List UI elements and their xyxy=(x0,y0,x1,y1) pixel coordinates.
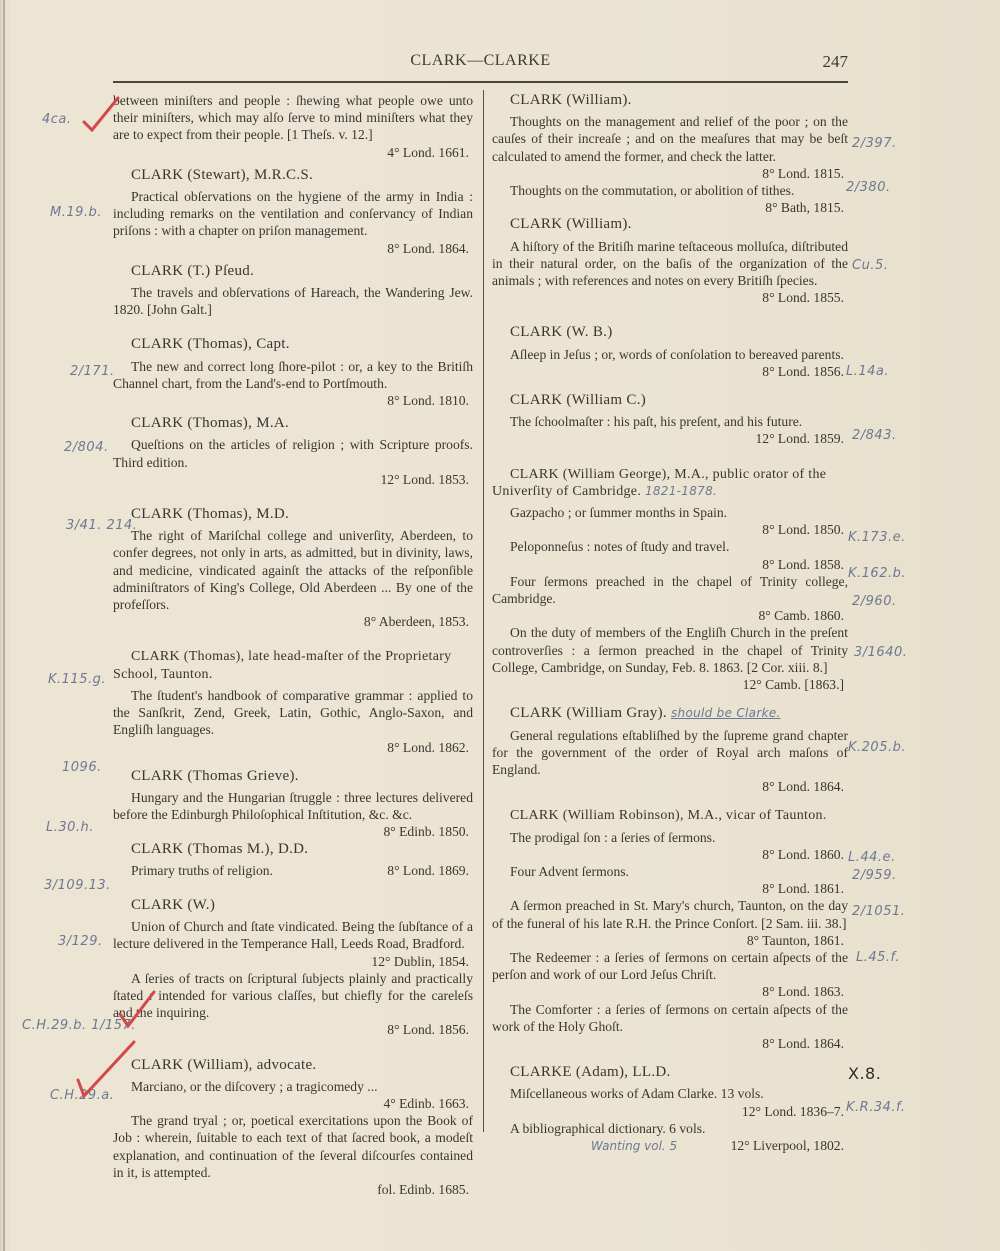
entry-clark-wb xyxy=(492,324,848,380)
entry-imprint: 8° Lond. 1869. xyxy=(387,862,469,878)
entry-title-row xyxy=(113,862,473,879)
pencil-annotation: 1821-1878. xyxy=(644,483,718,498)
entry-title: The prodigal ſon : a ſeries of ſermons. xyxy=(510,829,716,845)
entry-title: The right of Mariſchal college and univerſity, Aberdeen, to confer degrees, not only in arts, as admitted, but in divinity, laws, and medicine, vindicated againſt the attacks of the reſponſible adminiſtrators of King's College, Old Aberdeen ... By one of the profeſſors. xyxy=(113,528,473,613)
entry-imprint: 8° Bath, 1815. xyxy=(765,200,844,216)
entry-heading: CLARK (Thomas), late head-maſter of the Proprietary School, Taunton. xyxy=(113,649,452,682)
entry-title: Four ſermons preached in the chapel of Trinity college, Cambridge. xyxy=(492,573,848,607)
entry-title: The new and correct long ſhore-pilot : or, a key to the Britiſh Channel chart, from the Land's-end to Portſmouth. xyxy=(113,358,473,391)
entry-clark-william-c xyxy=(492,392,848,448)
entry-imprint: 12° Camb. [1863.] xyxy=(742,677,844,693)
entry-imprint-row xyxy=(492,1137,848,1155)
entry-imprint: 12° Liverpool, 1802. xyxy=(730,1137,844,1153)
entry-title: The Comforter : a ſeries of ſermons on certain aſpects of the work of the Holy Ghoſt. xyxy=(492,1001,848,1034)
entry-heading: CLARK (W. B.) xyxy=(510,324,613,341)
entry-clark-thomas-m xyxy=(113,841,473,879)
entry-imprint: 8° Lond. 1861. xyxy=(762,881,844,897)
shelfmark: C.H.29.b. 1/157. xyxy=(22,1018,136,1033)
shelfmark: 2/1051. xyxy=(852,904,906,919)
entry-imprint: 8° Lond. 1856. xyxy=(387,1022,469,1038)
shelfmark: K.115.g. xyxy=(48,672,106,687)
entry-heading: CLARK (Thomas), M.D. xyxy=(131,506,290,523)
header-rule xyxy=(113,81,848,83)
entry-clark-thomas-grieve xyxy=(113,768,473,841)
entry-clark-william-george xyxy=(492,466,848,694)
left-column xyxy=(113,92,473,1198)
entry-imprint: 8° Edinb. 1850. xyxy=(383,824,469,840)
shelfmark: K.162.b. xyxy=(848,566,906,581)
entry-imprint: 8° Lond. 1815. xyxy=(762,165,844,181)
shelfmark: 2/397. xyxy=(852,136,897,151)
red-check-mark-icon xyxy=(76,1040,136,1100)
entry-title: Peloponneſus : notes of ſtudy and travel. xyxy=(510,539,730,555)
entry-heading: CLARK (William), advocate. xyxy=(131,1056,317,1073)
entry-title: Hungary and the Hungarian ſtruggle : three lectures delivered before the Edinburgh Philoſophical Inſtitution, &c. &c. xyxy=(113,789,473,823)
entry-imprint: 8° Taunton, 1861. xyxy=(746,932,844,948)
entry-clark-w xyxy=(113,897,473,1039)
entry-heading: CLARK (William Robinson), M.A., vicar of Taunton. xyxy=(510,808,827,824)
entry-heading: CLARK (Thomas), M.A. xyxy=(131,415,290,432)
entry-title: The travels and obſervations of Hareach, the Wandering Jew. 1820. [John Galt.] xyxy=(113,285,473,318)
entry-heading: CLARK (Thomas Grieve). xyxy=(131,767,299,784)
entry-title: A hiſtory of the Britiſh marine teſtaceous molluſca, diſtributed in their natural order, on the baſis of the organization of the animals ; with references and notes on every Britiſh ſpecies. xyxy=(492,238,848,289)
entry-heading: CLARK (William C.) xyxy=(510,392,647,409)
entry-imprint: 8° Lond. 1862. xyxy=(387,739,469,755)
entry-heading: CLARK (Stewart), M.R.C.S. xyxy=(131,166,314,183)
entry-imprint: 12° Lond. 1836–7. xyxy=(741,1103,844,1119)
entry-imprint: 8° Lond. 1860. xyxy=(762,846,844,862)
entry-title: Aſleep in Jeſus ; or, words of conſolation to bereaved parents. xyxy=(510,346,844,362)
entry-title: The grand tryal ; or, poetical exercitations upon the Book of Job : wherein, ſuitable to each text of that ſacred book, a modeſt explanation, and continuation of the ſeveral diſcourſes contained in it, is attempted. xyxy=(113,1113,473,1180)
shelfmark: K.R.34.f. xyxy=(846,1100,906,1115)
shelfmark: 2/960. xyxy=(852,594,897,609)
shelfmark: 2/843. xyxy=(852,428,897,443)
entry-heading xyxy=(492,466,848,500)
shelfmark: 3/1640. xyxy=(854,645,908,660)
shelfmark: 2/804. xyxy=(64,440,109,455)
entry-title: A ſermon preached in St. Mary's church, Taunton, on the day of the funeral of his late R.H. the Prince Conſort. [2 Sam. iii. 38.] xyxy=(492,898,848,931)
running-head xyxy=(113,52,848,76)
shelfmark: K.205.b. xyxy=(848,740,906,755)
entry-heading: CLARK (Thomas M.), D.D. xyxy=(131,840,309,857)
entry-title: Queſtions on the articles of religion ; with Scripture proofs. Third edition. xyxy=(113,437,473,470)
entry-clark-william-1 xyxy=(492,92,848,216)
pencil-annotation: Wanting vol. 5 xyxy=(590,1138,678,1153)
entry-imprint: 8° Lond. 1855. xyxy=(762,290,844,306)
shelfmark: X.8. xyxy=(848,1064,882,1083)
entry-imprint: 8° Camb. 1860. xyxy=(758,608,844,624)
entry-imprint: 8° Lond. 1864. xyxy=(762,779,844,795)
entry-heading: CLARK (W.) xyxy=(131,896,216,913)
red-check-mark-icon xyxy=(82,96,122,136)
entry-heading: CLARK (William). xyxy=(510,216,632,233)
shelfmark: 3/109.13. xyxy=(44,878,111,893)
entry-heading: CLARK (Thomas), Capt. xyxy=(131,336,290,353)
entry-title: between miniſters and people : ſhewing what people owe unto their miniſters, which may alſo ſerve to mind miniſters what they are to expect from their people. [1 Theſs. v. 12.] xyxy=(113,93,473,143)
entry-title: Primary truths of religion. xyxy=(131,862,273,878)
entry-clarke-adam xyxy=(492,1064,848,1155)
pencil-annotation: should be Clarke. xyxy=(670,706,781,721)
shelfmark: L.30.h. xyxy=(46,820,94,835)
shelfmark: 2/959. xyxy=(852,868,897,883)
entry-title: Thoughts on the management and relief of the poor ; on the cauſes of their increaſe ; and on the meaſures that may be beſt calculated to amend the former, and check the latter. xyxy=(492,114,848,164)
shelfmark: Cu.5. xyxy=(852,258,889,273)
entry-imprint: 4° Lond. 1661. xyxy=(387,144,469,160)
entry-clark-stewart xyxy=(113,167,473,257)
entry-clark-william-robinson xyxy=(492,807,848,1052)
entry-imprint: 8° Lond. 1858. xyxy=(762,556,844,572)
entry-continuation xyxy=(113,92,473,161)
entry-imprint: 8° Lond. 1864. xyxy=(762,1035,844,1051)
shelfmark: 2/171. xyxy=(70,364,115,379)
entry-clark-thomas-ma xyxy=(113,415,473,488)
page-spine-edge xyxy=(3,0,5,1251)
shelfmark: L.45.f. xyxy=(856,950,901,965)
entry-title: Marciano, or the diſcovery ; a tragicomedy ... xyxy=(131,1078,378,1094)
heading-text: CLARK (William Gray). xyxy=(510,705,667,722)
shelfmark: 3/41. 214. xyxy=(66,518,138,533)
heading-text: CLARK (William George), M.A., public orator of the Univerſity of Cambridge. xyxy=(492,466,827,499)
entry-clark-william-advocate xyxy=(113,1057,473,1199)
entry-imprint: 12° Lond. 1853. xyxy=(380,471,469,487)
entry-imprint: 8° Lond. 1850. xyxy=(762,522,844,538)
entry-title: Practical obſervations on the hygiene of the army in India : including remarks on the ventilation and conſervancy of Indian priſons : with a chapter on priſon management. xyxy=(113,189,473,239)
entry-imprint: 12° Lond. 1859. xyxy=(755,431,844,447)
shelfmark: 2/380. xyxy=(846,180,891,195)
entry-title: A bibliographical dictionary. 6 vols. xyxy=(510,1120,706,1136)
entry-clark-thomas-taunton xyxy=(113,648,473,755)
shelfmark: L.14a. xyxy=(846,364,890,379)
entry-title: Gazpacho ; or ſummer months in Spain. xyxy=(510,505,728,521)
entry-title: General regulations eſtabliſhed by the ſupreme grand chapter for the government of the order of Royal arch maſons of England. xyxy=(492,727,848,777)
entry-title: Union of Church and ſtate vindicated. Being the ſubſtance of a lecture delivered in the Temperance Hall, Leeds Road, Bradford. xyxy=(113,919,473,952)
entry-title: Miſcellaneous works of Adam Clarke. 13 vols. xyxy=(510,1086,764,1102)
entry-title: The Redeemer : a ſeries of ſermons on certain aſpects of the perſon and work of our Lord Jeſus Chriſt. xyxy=(492,949,848,983)
shelfmark: C.H.29.a. xyxy=(50,1088,115,1103)
entry-clark-t xyxy=(113,263,473,319)
entry-imprint: 8° Aberdeen, 1853. xyxy=(363,614,469,630)
entry-heading: CLARK (William). xyxy=(510,92,632,108)
entry-heading: CLARKE (Adam), LL.D. xyxy=(510,1064,671,1081)
column-divider xyxy=(483,90,484,1132)
entry-clark-thomas-md xyxy=(113,506,473,630)
shelfmark: 1096. xyxy=(62,760,102,775)
entry-heading: CLARK (T.) Pſeud. xyxy=(131,262,255,279)
entry-clark-thomas-capt xyxy=(113,336,473,409)
red-check-mark-icon xyxy=(118,990,158,1030)
entry-title: The ſtudent's handbook of comparative grammar : applied to the Sanſkrit, Zend, Greek, Latin, Gothic, Anglo-Saxon, and Engliſh languages. xyxy=(113,687,473,738)
entry-title: Four Advent ſermons. xyxy=(510,863,629,879)
shelfmark: L.44.e. xyxy=(848,850,896,865)
entry-imprint: 8° Lond. 1810. xyxy=(387,393,469,409)
right-column xyxy=(492,92,848,1155)
entry-clark-william-2 xyxy=(492,216,848,306)
entry-imprint: 8° Lond. 1863. xyxy=(762,984,844,1000)
entry-imprint: 4° Edinb. 1663. xyxy=(383,1095,469,1111)
entry-imprint: 8° Lond. 1856. xyxy=(762,363,844,379)
entry-imprint: fol. Edinb. 1685. xyxy=(377,1181,469,1197)
entry-title: On the duty of members of the Engliſh Church in the preſent controverſies : a ſermon preached in the chapel of Trinity College, Cambridge, on Sunday, Feb. 8. 1863. [2 Cor. xiii. 8.] xyxy=(492,625,848,675)
entry-title: The ſchoolmaſter : his paſt, his preſent, and his future. xyxy=(510,414,803,430)
shelfmark: 4ca. xyxy=(42,112,72,127)
shelfmark: K.173.e. xyxy=(848,530,906,545)
page-number: 247 xyxy=(822,52,848,71)
entry-imprint: 8° Lond. 1864. xyxy=(387,240,469,256)
entry-heading xyxy=(492,705,848,722)
entry-title: A ſeries of tracts on ſcriptural ſubjects plainly and practically ſtated : intended for various claſſes, but chiefly for the careleſs and the inquiring. xyxy=(113,970,473,1021)
shelfmark: M.19.b. xyxy=(50,205,102,220)
running-head-title: CLARK—CLARKE xyxy=(410,52,551,69)
entry-title: Thoughts on the commutation, or abolition of tithes. xyxy=(510,183,795,199)
entry-imprint: 12° Dublin, 1854. xyxy=(371,953,469,969)
entry-clark-william-gray xyxy=(492,705,848,795)
shelfmark: 3/129. xyxy=(58,934,103,949)
